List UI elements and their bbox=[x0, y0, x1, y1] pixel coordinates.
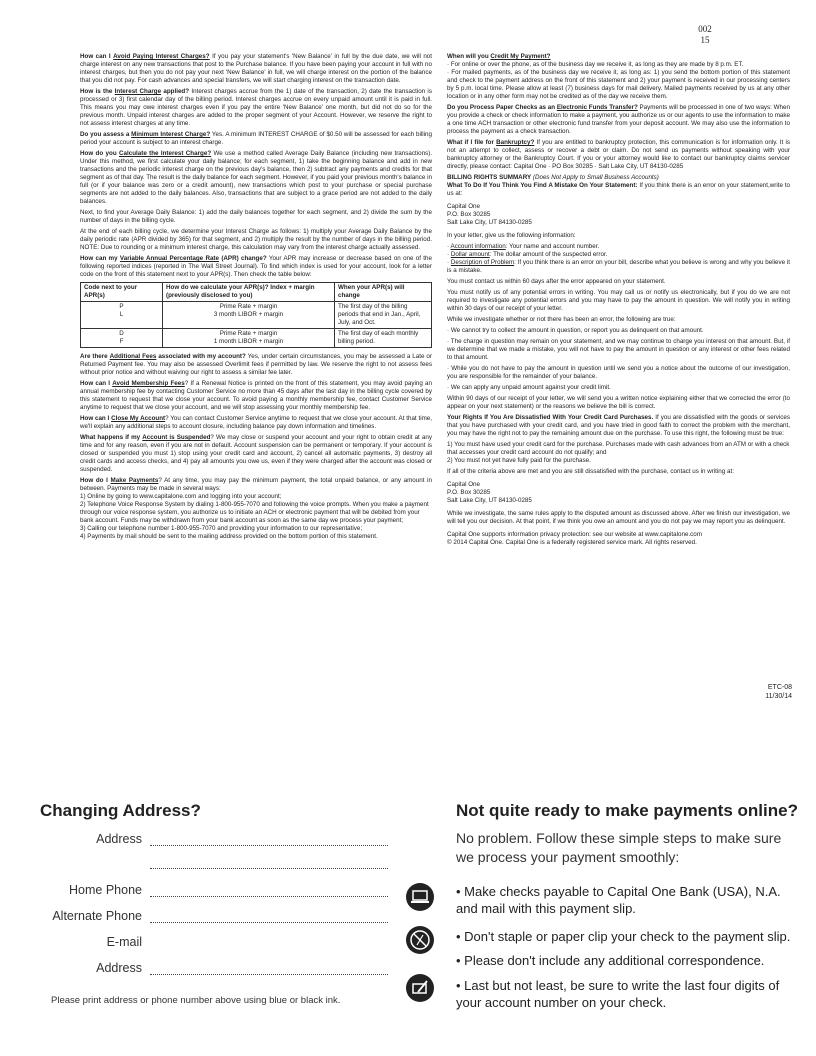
credit-section bbox=[447, 53, 790, 61]
field-label-home-phone: Home Phone bbox=[69, 883, 142, 897]
bankruptcy-link: Bankruptcy? bbox=[496, 139, 535, 146]
close-link: Close My Account bbox=[111, 415, 166, 422]
home-phone-line[interactable] bbox=[150, 886, 388, 897]
no-clip-icon bbox=[406, 926, 434, 954]
privacy-text: Capital One supports information privacy protection: see our website at www.capitalone.com bbox=[447, 531, 702, 538]
list-item: · While you do not have to pay the amount in question until we send you a notice about the outcome of our investigation, you are responsible for the remainder of your balance. bbox=[447, 365, 790, 380]
list-item: · For online or over the phone, as of the business day we receive it, as long as they are made by 8 p.m. ET. bbox=[447, 61, 744, 68]
fees-question-end: associated with my account? bbox=[158, 353, 246, 360]
copyright-text: © 2014 Capital One. Capital One is a federally registered service mark. All rights reserved. bbox=[447, 539, 697, 546]
address-line-2[interactable] bbox=[150, 858, 388, 869]
no-correspondence-icon bbox=[406, 974, 434, 1002]
apr-section bbox=[80, 255, 432, 279]
minimum-text: Yes. A minimum INTEREST CHARGE of $0.50 will be assessed for each billing period your account is subject to an interest charge. bbox=[80, 131, 432, 146]
letter-intro: In your letter, give us the following information: bbox=[447, 232, 576, 239]
list-item: 1) You must have used your credit card for the purchase. Purchases made with cash advances from an ATM or with a check that accesses your credit card account do not qualify; and bbox=[447, 441, 790, 456]
notify-text: You must notify us of any potential errors in writing. You may call us or notify us electronically, but if you do we are not required to investigate any potential errors and you may have to pay the amount in question. We will notify you in writing within 30 days of our receipt of your letter. bbox=[447, 289, 790, 312]
apr-text: Your APR may increase or decrease based on one of the following reported indices (reported in The Wall Street Journal). To find which index is used for your account, look for a letter code on the front of this statement next to your APR(s). Then check the table below: bbox=[80, 255, 433, 278]
calc-text-3: At the end of each billing cycle, we determine your Interest Charge as follows: 1) multiply your Average Daily Balance by the daily periodic rate (APR divided by 365) for that segment, and 2) multiply the result by the number of days in the billing period. NOTE: Due to rounding or a minimum interest charge, this calculation may vary from the interest charge actually assessed. bbox=[80, 228, 432, 251]
paper-section bbox=[447, 104, 790, 136]
alternate-phone-line[interactable] bbox=[150, 912, 388, 923]
billing-rights-note: (Does Not Apply to Small Business Accounts) bbox=[532, 174, 659, 181]
applied-question-end: applied? bbox=[163, 88, 190, 95]
interest-text: If you pay your statement's 'New Balance' in full by the due date, we will not charge interest on any new transactions that post to the Purchase balance. If you have been paying your account in full with no interest charges, but then you do not pay your next 'New Balance' in full, we will charge interest on the portion of the balance that you did not pay. For cash advances and special transfers, we will start charging interest on the transaction date. bbox=[80, 53, 433, 84]
right-column bbox=[447, 53, 790, 547]
suspended-link: Account is Suspended bbox=[142, 434, 211, 441]
page-number-line2: 15 bbox=[700, 35, 710, 45]
applied-text: Interest charges accrue from the 1) date of the transaction, 2) date the transaction is processed or 3) first calendar day of the billing period. Interest charges accrue on every unpaid amount until it is paid in full. This means you may owe interest charges even if you pay the entire 'New Balance' one month, but did not do so for the previous month. Unpaid interest charges are added to the proper segment of your Account. However, we reserve the right to not assess interest charges at any time. bbox=[80, 88, 432, 127]
form-code bbox=[752, 683, 792, 701]
address-line: Salt Lake City, UT 84130-0285 bbox=[447, 497, 532, 504]
form-code-line2: 11/30/14 bbox=[765, 693, 792, 700]
criteria-text: If all of the criteria above are met and you are still dissatisfied with the purchase, contact us in writing at: bbox=[447, 468, 734, 475]
bankruptcy-question: What if I file for bbox=[447, 139, 494, 146]
field-label-address: Address bbox=[96, 832, 142, 846]
bankruptcy-text: If you are entitled to bankruptcy protection, this communication is for information only. It is not an attempt to collect, assess or recover a debt or claim. Do not send us payments without speaking with your bankruptcy attorney or the Bankruptcy Court. If you or your attorney would like to contact our bankruptcy claims servicer directly, please contact: Capital One · PO Box 30285 · Salt Lake City, UT 84130-0285 bbox=[447, 139, 790, 170]
interest-question: How can I bbox=[80, 53, 111, 60]
suspended-section bbox=[80, 434, 432, 474]
mistake-section bbox=[447, 182, 790, 198]
form-code-line1: ETC-08 bbox=[767, 684, 792, 691]
list-item: · For mailed payments, as of the business day we receive it, as long as: 1) you send the bottom portion of this statement and check to the payment address on the front of this statement and 2) your payment is received in our processing centers by 5 p.m. local time. Please allow at least (7) business days for mail delivery. Mailed payments received by us at any other location or in any other form may not be credited as of the day we receive them. bbox=[447, 69, 790, 100]
list-item: · We can apply any unpaid amount against your credit limit. bbox=[447, 384, 611, 391]
applied-section bbox=[80, 88, 432, 128]
field-label-address-2: Address bbox=[96, 961, 142, 975]
list-item: • Make checks payable to Capital One Bank (USA), N.A. and mail with this payment slip. bbox=[456, 884, 781, 916]
letter-item-text: : If you think there is an error on your bill, describe what you believe is wrong and why you believe it is a mistake. bbox=[447, 259, 790, 274]
list-item: · We cannot try to collect the amount in question, or report you as delinquent on that amount. bbox=[447, 327, 704, 334]
paper-question: Do you Process Paper Checks as an bbox=[447, 104, 556, 111]
close-question: How can I bbox=[80, 415, 110, 422]
apr-header-calc: How do we calculate your APR(s)? Index + margin (previously disclosed to you) bbox=[163, 283, 335, 302]
investigate-intro: While we investigate whether or not there has been an error, the following are true: bbox=[447, 316, 676, 323]
apr-cell-change: The first day of the billing periods that end in Jan., April, July, and Oct. bbox=[335, 302, 432, 329]
suspended-question: What happens if my bbox=[80, 434, 141, 441]
apr-header-change: When your APR(s) will change bbox=[335, 283, 432, 302]
fees-link: Additional Fees bbox=[109, 353, 157, 360]
paper-text: Payments will be processed in one of two ways: When you provide a check or check information to make a payment, you authorize us or our agents to use the information to make a one time ACH transaction or other electronic fund transfer from your deposit account. We may also use the information to process the payment as a check transaction. bbox=[447, 104, 790, 135]
payments-offline-intro: No problem. Follow these simple steps to make sure we process your payment smoothly: bbox=[456, 830, 782, 865]
credit-link: Credit My Payment? bbox=[490, 53, 551, 60]
address-line-1[interactable] bbox=[150, 835, 388, 846]
apr-cell-code: P L bbox=[81, 302, 163, 329]
list-item: • Last but not least, be sure to write the last four digits of your account number on your check. bbox=[456, 978, 780, 1010]
table-row bbox=[81, 329, 432, 348]
membership-link: Avoid Membership Fees bbox=[112, 380, 185, 387]
list-item: · The charge in question may remain on your statement, and we may continue to charge you interest on that amount. But, if we determine that we made a mistake, you will not have to pay the amount in question or any interest or other fees related to that amount. bbox=[447, 338, 790, 361]
list-item: · Description of Problem: If you think there is an error on your bill, describe what you believe is wrong and why you believe it is a mistake. bbox=[447, 259, 790, 274]
minimum-link: Minimum Interest Charge? bbox=[131, 131, 211, 138]
calc-text-2: Next, to find your Average Daily Balance: 1) add the daily balances together for each segment, and 2) divide the sum by the number of days in the billing cycle. bbox=[80, 209, 432, 224]
field-label-email: E-mail bbox=[106, 935, 142, 949]
credit-question: When will you bbox=[447, 53, 489, 60]
address-line-3[interactable] bbox=[150, 964, 388, 975]
changing-address-title: Changing Address? bbox=[40, 801, 201, 820]
minimum-question: Do you assess a bbox=[80, 131, 130, 138]
list-item: 1) Online by going to www.capitalone.com and logging into your account; bbox=[80, 493, 282, 500]
membership-section bbox=[80, 380, 432, 412]
calc-link: Calculate the Interest Charge? bbox=[119, 150, 212, 157]
address-line: Capital One bbox=[447, 481, 481, 488]
apr-cell-calc: Prime Rate + margin 3 month LIBOR + margin bbox=[163, 302, 335, 329]
apr-link: Variable Annual Percentage Rate bbox=[119, 255, 219, 262]
contact-60: You must contact us within 60 days after the error appeared on your statement. bbox=[447, 278, 666, 285]
payments-section bbox=[80, 477, 432, 493]
investigate-2: While we investigate, the same rules apply to the disputed amount as discussed above. After we finish our investigation, we will tell you our decision. At that point, if we think you owe an amount and you do not pay we may report you as delinquent. bbox=[447, 510, 790, 525]
mistake-text: If you think there is an error on your statement,write to us at: bbox=[447, 182, 790, 197]
ink-note: Please print address or phone number above using blue or black ink. bbox=[51, 995, 341, 1006]
list-item: 3) Calling our telephone number 1-800-955-7070 and providing your information to our representative; bbox=[80, 525, 363, 532]
dissatisfied-question: Your Rights If You Are Dissatisfied With Your Credit Card Purchases. bbox=[447, 414, 654, 421]
payments-offline-title: Not quite ready to make payments online? bbox=[456, 801, 798, 820]
address-line: Salt Lake City, UT 84130-0285 bbox=[447, 219, 532, 226]
field-label-alternate-phone: Alternate Phone bbox=[52, 909, 142, 923]
table-row bbox=[81, 302, 432, 329]
list-item: • Don't staple or paper clip your check to the payment slip. bbox=[456, 929, 791, 944]
address-line: P.O. Box 30285 bbox=[447, 211, 491, 218]
dissatisfied-text: If you are dissatisfied with the goods or services that you have purchased with your credit card, and you have tried in good faith to correct the problem with the merchant, you may have the right not to pay the remaining amount due on the purchase. To use this right, the following must be true: bbox=[447, 414, 790, 437]
fees-section bbox=[80, 353, 432, 377]
close-section bbox=[80, 415, 432, 431]
left-column bbox=[80, 53, 432, 541]
calc-text: We use a method called Average Daily Balance (including new transactions). Under this method, we first calculate your daily balance; for each segment, 1) take the beginning balance and add in new transactions and the periodic interest charge on the previous day's balance, then 2) subtract any payments and credits for that segment as of that day. The result is the daily balance for each segment. However, if you paid your previous month's balance in full (or if your balance was zero or a credit amount), new transactions which post to your purchase or special purchase segments are not added to the daily balances. Also, transactions that are subject to a grace period are not added to the daily balances. bbox=[80, 150, 432, 205]
list-item: 2) Telephone Voice Response System by dialing 1-800-955-7070 and following the voice prompts. When you make a payment through our voice response system, you authorize us to initiate an ACH or electronic payment that will be debited from your bank account. Funds may be withdrawn from your bank account as soon as the same day we process your payment; bbox=[80, 501, 429, 524]
membership-text: ? If a Renewal Notice is printed on the front of this statement, you may avoid paying an annual membership fee by contacting Customer Service no more than 45 days after the last day in the billing cycle covered by this statement to request that we close your account. To avoid paying a monthly membership fee, contact Customer Service anytime to request that we close your account, and we will stop assessing your monthly membership fee. bbox=[80, 380, 432, 411]
list-item: 2) You must not yet have fully paid for the purchase. bbox=[447, 457, 591, 464]
within-90: Within 90 days of our receipt of your letter, we will send you a written notice explaining either that we corrected the error (to appear on your next statement) or the reasons we believe the bill is correct. bbox=[447, 395, 790, 410]
apr-table bbox=[80, 282, 432, 348]
address-line: P.O. Box 30285 bbox=[447, 489, 491, 496]
interest-section bbox=[80, 53, 432, 85]
applied-link: Interest Charge bbox=[114, 88, 162, 95]
minimum-section bbox=[80, 131, 432, 147]
paper-link: Electronic Funds Transfer? bbox=[556, 104, 638, 111]
letter-item-label: Dollar amount bbox=[450, 251, 490, 258]
fees-text: Yes, under certain circumstances, you may be assessed a Late or Returned Payment fee. You may also be assessed Overlimit fees if permitted by law. We reserve the right to not assess fees without prior notice and without waiving our right to assess a similar fee later. bbox=[80, 353, 432, 376]
payments-text: ? At any time, you may pay the minimum payment, the total unpaid balance, or any amount in between. Payments may be made in several ways: bbox=[80, 477, 432, 492]
list-item: · Dollar amount: The dollar amount of the suspected error. bbox=[447, 251, 608, 258]
payments-link: Make Payments bbox=[110, 477, 159, 484]
membership-question: How can I bbox=[80, 380, 111, 387]
letter-item-label: Description of Problem bbox=[450, 259, 515, 266]
apr-cell-change: The first day of each monthly billing period. bbox=[335, 329, 432, 348]
apr-question: How can my bbox=[80, 255, 118, 262]
letter-item-text: : The dollar amount of the suspected error. bbox=[489, 251, 608, 258]
billing-rights-heading bbox=[447, 174, 790, 182]
calc-section bbox=[80, 150, 432, 206]
billing-rights-title: BILLING RIGHTS SUMMARY bbox=[447, 174, 532, 181]
apr-cell-calc: Prime Rate + margin 1 month LIBOR + margin bbox=[163, 329, 335, 348]
suspended-text: ? We may close or suspend your account and your right to obtain credit at any time and for any reason, even if you are not in default. Account suspension can be permanent or temporary. If your account is closed or suspended you must 1) stop using your credit card and account, 2) cancel all automatic payments, 3) destroy all credit cards and access checks, and 4) pay all amounts you owe us, even if they were charged after the account was closed or suspended. bbox=[80, 434, 432, 473]
applied-question: How is the bbox=[80, 88, 113, 95]
list-item: · Account information: Your name and account number. bbox=[447, 243, 600, 250]
calc-question: How do you bbox=[80, 150, 117, 157]
address-line: Capital One bbox=[447, 203, 481, 210]
close-text: ? You can contact Customer Service anytime to request that we close your account. At that time, we'll explain any additional steps to account closure, including balance pay down information and timelines. bbox=[80, 415, 433, 430]
apr-header-code: Code next to your APR(s) bbox=[81, 283, 163, 302]
page-number bbox=[690, 24, 720, 46]
letter-item-text: : Your name and account number. bbox=[505, 243, 600, 250]
dissatisfied-section bbox=[447, 414, 790, 438]
fees-question: Are there bbox=[80, 353, 108, 360]
list-item: 4) Payments by mail should be sent to the mailing address provided on the bottom portion of this statement. bbox=[80, 533, 378, 540]
letter-item-label: Account information bbox=[450, 243, 506, 250]
apr-question-end: (APR) change? bbox=[221, 255, 267, 262]
computer-icon bbox=[406, 883, 434, 911]
interest-link: Avoid Paying Interest Charges? bbox=[113, 53, 210, 60]
bankruptcy-section bbox=[447, 139, 790, 171]
apr-table-header bbox=[81, 283, 432, 302]
payments-question: How do I bbox=[80, 477, 108, 484]
page-number-line1: 002 bbox=[698, 24, 712, 34]
mistake-question: What To Do If You Think You Find A Mistake On Your Statement: bbox=[447, 182, 638, 189]
list-item: • Please don't include any additional correspondence. bbox=[456, 953, 765, 968]
apr-cell-code: D F bbox=[81, 329, 163, 348]
